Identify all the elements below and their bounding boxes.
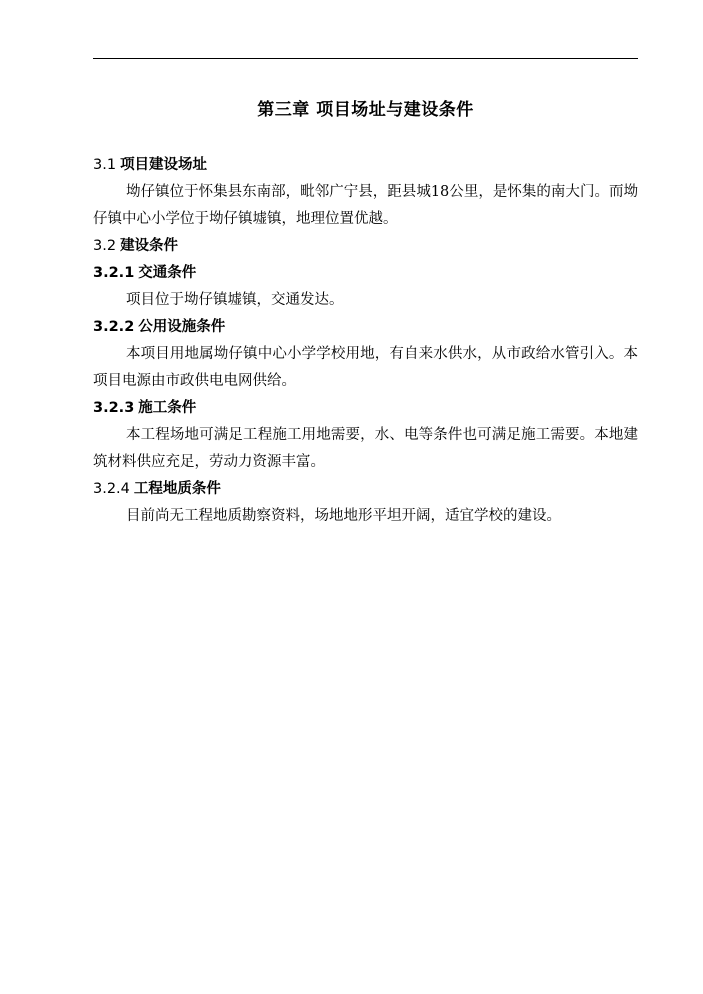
section-paragraph-3-1: 坳仔镇位于怀集县东南部，毗邻广宁县，距县城18公里，是怀集的南大门。而坳仔镇中心小学位于坳仔镇墟镇，地理位置优越。 <box>93 184 638 227</box>
section-title: 交通条件 <box>138 265 197 281</box>
section-number: 3.2.2 <box>93 319 135 335</box>
section-paragraph-3-2-1: 项目位于坳仔镇墟镇，交通发达。 <box>126 292 344 308</box>
header-rule <box>93 58 638 59</box>
section-paragraph-3-2-3: 本工程场地可满足工程施工用地需要，水、电等条件也可满足施工需要。本地建筑材料供应充足，劳动力资源丰富。 <box>93 427 638 470</box>
section-number: 3.2 <box>93 238 117 254</box>
section-number: 3.2.3 <box>93 400 135 416</box>
section-title: 公用设施条件 <box>138 319 226 335</box>
section-title: 项目建设场址 <box>120 157 208 173</box>
section-heading-3-2-1 <box>93 260 638 287</box>
section-heading-3-1 <box>93 152 638 179</box>
chapter-title: 第三章 项目场址与建设条件 <box>257 100 474 120</box>
section-heading-3-2-4 <box>93 476 638 503</box>
section-number: 3.2.1 <box>93 265 135 281</box>
section-title: 施工条件 <box>138 400 197 416</box>
section-heading-3-2-2 <box>93 314 638 341</box>
section-paragraph-3-2-2: 本项目用地属坳仔镇中心小学学校用地，有自来水供水，从市政给水管引入。本项目电源由市政供电电网供给。 <box>93 346 638 389</box>
section-heading-3-2 <box>93 233 638 260</box>
document-body <box>93 152 638 530</box>
section-title: 工程地质条件 <box>133 481 221 497</box>
section-number: 3.2.4 <box>93 481 130 497</box>
section-number: 3.1 <box>93 157 117 173</box>
section-heading-3-2-3 <box>93 395 638 422</box>
section-title: 建设条件 <box>120 238 179 254</box>
section-paragraph-3-2-4: 目前尚无工程地质勘察资料，场地地形平坦开阔，适宜学校的建设。 <box>126 508 561 524</box>
